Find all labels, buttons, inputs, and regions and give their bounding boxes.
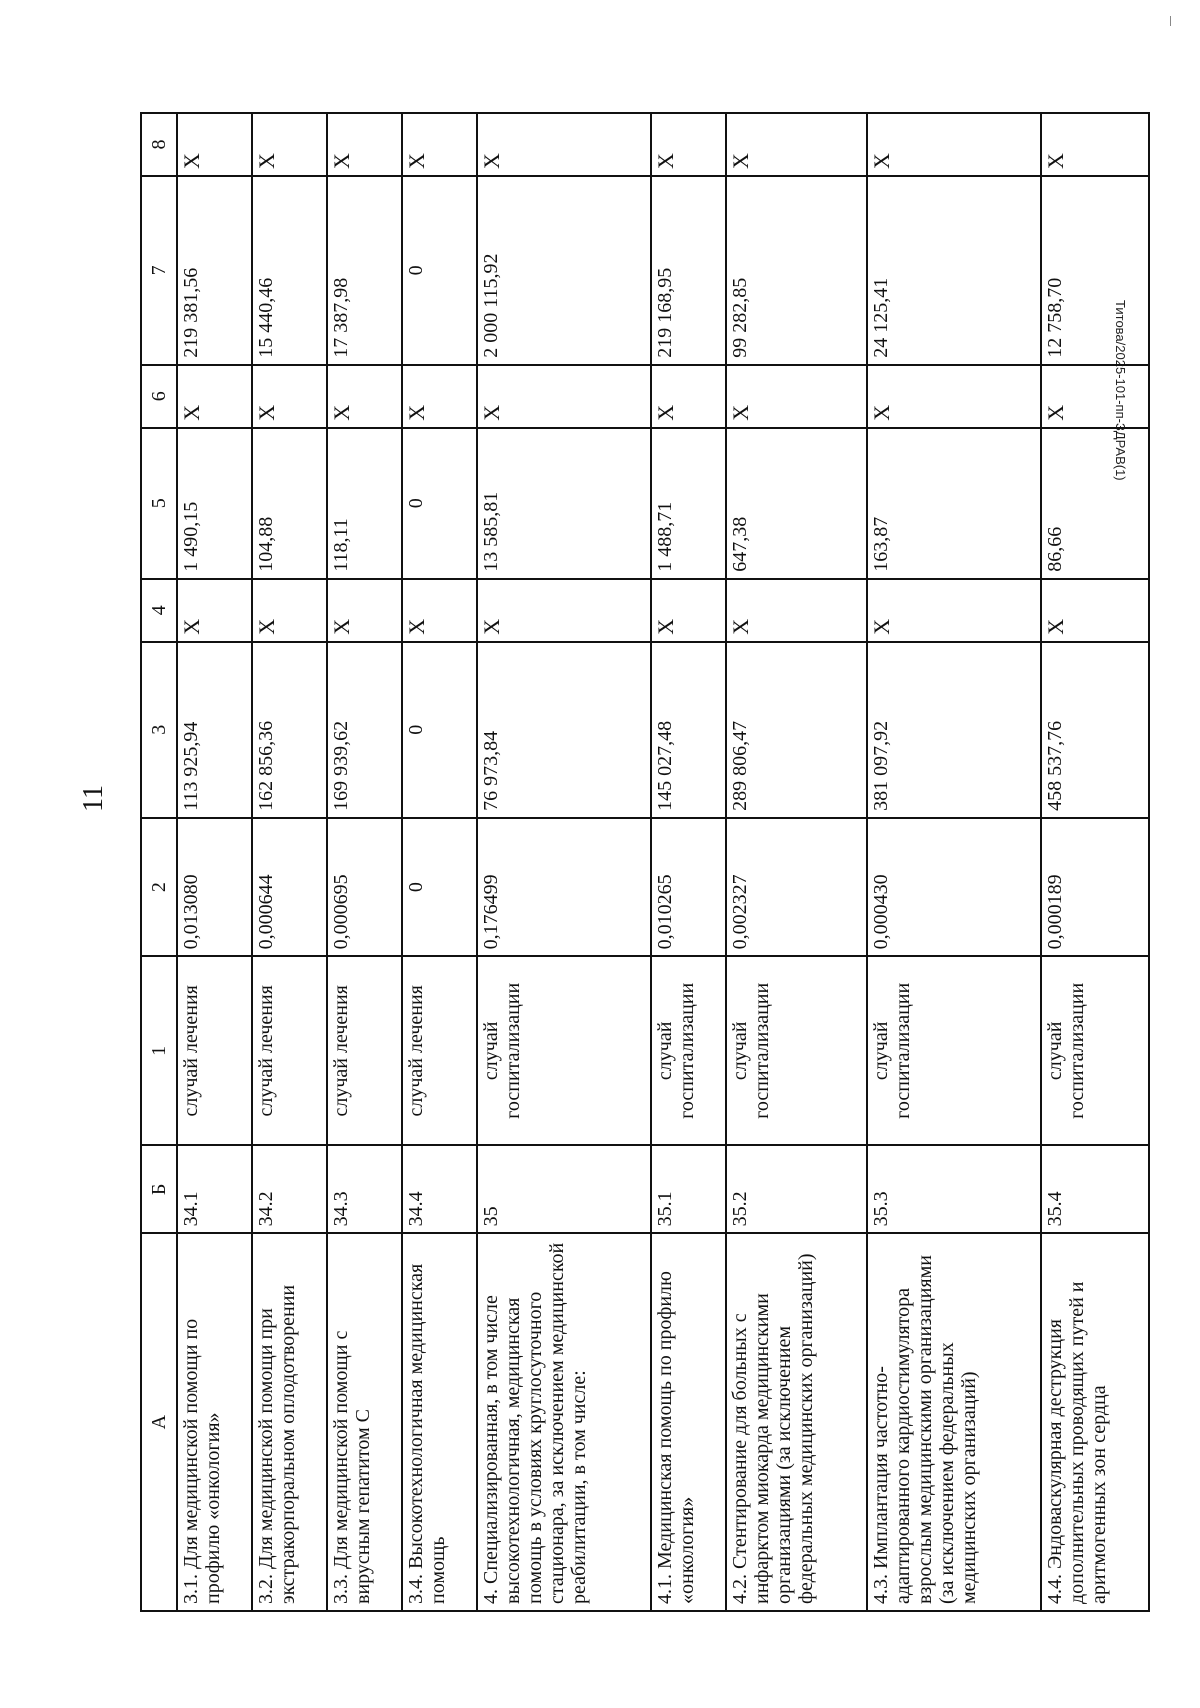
row-code: 35 xyxy=(477,1145,651,1233)
row-unit: случай лечения xyxy=(402,956,477,1145)
row-name: 4.4. Эндоваскулярная деструкция дополнительных проводящих путей и аритмогенных зон сердца xyxy=(1041,1233,1149,1611)
row-name: 3.3. Для медицинской помощи с вирусным гепатитом С xyxy=(327,1233,402,1611)
row-col-8: Х xyxy=(327,113,402,176)
row-col-4: Х xyxy=(651,579,726,642)
row-col-4: Х xyxy=(867,579,1041,642)
row-col-7: 99 282,85 xyxy=(726,176,867,365)
row-col-2: 0,000189 xyxy=(1041,818,1149,956)
row-col-2: 0,013080 xyxy=(177,818,252,956)
row-col-3: 169 939,62 xyxy=(327,642,402,818)
financing-table xyxy=(140,112,1150,1612)
row-col-2: 0,000695 xyxy=(327,818,402,956)
row-col-6: Х xyxy=(1041,365,1149,428)
row-col-8: Х xyxy=(726,113,867,176)
table-row xyxy=(252,113,327,1611)
row-col-4: Х xyxy=(252,579,327,642)
table-row xyxy=(327,113,402,1611)
row-col-7: 219 168,95 xyxy=(651,176,726,365)
row-col-2: 0,000644 xyxy=(252,818,327,956)
row-code: 34.4 xyxy=(402,1145,477,1233)
row-code: 35.4 xyxy=(1041,1145,1149,1233)
row-col-4: Х xyxy=(1041,579,1149,642)
row-col-3: 458 537,76 xyxy=(1041,642,1149,818)
rotated-table-container xyxy=(140,112,1150,1612)
row-name: 4. Специализированная, в том числе высокотехнологичная, медицинская помощь в условиях круглосуточного стационара, за исключением медицинской реабилитации, в том числе: xyxy=(477,1233,651,1611)
row-col-5: 86,66 xyxy=(1041,428,1149,579)
row-name: 3.2. Для медицинской помощи при экстракорпоральном оплодотворении xyxy=(252,1233,327,1611)
header-cell-4: 4 xyxy=(141,579,177,642)
row-col-6: Х xyxy=(402,365,477,428)
row-col-7: 12 758,70 xyxy=(1041,176,1149,365)
row-col-6: Х xyxy=(477,365,651,428)
row-col-2: 0 xyxy=(402,818,477,956)
row-col-8: Х xyxy=(402,113,477,176)
row-col-5: 647,38 xyxy=(726,428,867,579)
row-col-5: 1 490,15 xyxy=(177,428,252,579)
header-cell-6: 6 xyxy=(141,365,177,428)
row-col-3: 289 806,47 xyxy=(726,642,867,818)
table-row xyxy=(1041,113,1149,1611)
row-unit: случай госпитализации xyxy=(651,956,726,1145)
row-col-5: 118,11 xyxy=(327,428,402,579)
header-cell-3: 3 xyxy=(141,642,177,818)
row-col-4: Х xyxy=(477,579,651,642)
row-col-3: 76 973,84 xyxy=(477,642,651,818)
row-col-5: 13 585,81 xyxy=(477,428,651,579)
row-code: 35.2 xyxy=(726,1145,867,1233)
row-col-6: Х xyxy=(867,365,1041,428)
row-col-8: Х xyxy=(477,113,651,176)
row-col-7: 2 000 115,92 xyxy=(477,176,651,365)
row-code: 34.2 xyxy=(252,1145,327,1233)
row-col-8: Х xyxy=(1041,113,1149,176)
row-col-7: 17 387,98 xyxy=(327,176,402,365)
row-col-3: 0 xyxy=(402,642,477,818)
row-col-6: Х xyxy=(327,365,402,428)
row-name: 4.1. Медицинская помощь по профилю «онкология» xyxy=(651,1233,726,1611)
row-col-3: 162 856,36 xyxy=(252,642,327,818)
row-col-8: Х xyxy=(651,113,726,176)
row-code: 34.3 xyxy=(327,1145,402,1233)
header-cell-5: 5 xyxy=(141,428,177,579)
row-col-3: 113 925,94 xyxy=(177,642,252,818)
page-number: 11 xyxy=(78,785,109,812)
row-unit: случай лечения xyxy=(177,956,252,1145)
row-code: 34.1 xyxy=(177,1145,252,1233)
header-cell-a: А xyxy=(141,1233,177,1611)
row-col-2: 0,000430 xyxy=(867,818,1041,956)
row-col-3: 381 097,92 xyxy=(867,642,1041,818)
header-cell-1: 1 xyxy=(141,956,177,1145)
row-col-4: Х xyxy=(327,579,402,642)
row-name: 4.2. Стентирование для больных с инфарктом миокарда медицинскими организациями (за исключением федеральных медицинских организаций) xyxy=(726,1233,867,1611)
row-col-4: Х xyxy=(177,579,252,642)
table-row xyxy=(867,113,1041,1611)
row-col-4: Х xyxy=(726,579,867,642)
row-col-4: Х xyxy=(402,579,477,642)
row-col-2: 0,002327 xyxy=(726,818,867,956)
row-name: 4.3. Имплантация частотно-адаптированного кардиостимулятора взрослым медицинскими организациями (за исключением федеральных медицинских организаций) xyxy=(867,1233,1041,1611)
document-footer-id: Титова/2025-101-пп-ЗДРАВ(1) xyxy=(1113,300,1128,481)
row-col-7: 24 125,41 xyxy=(867,176,1041,365)
header-cell-8: 8 xyxy=(141,113,177,176)
row-col-7: 15 440,46 xyxy=(252,176,327,365)
table-header-row xyxy=(141,113,177,1611)
scan-edge-mark xyxy=(1170,16,1171,26)
row-col-2: 0,176499 xyxy=(477,818,651,956)
header-cell-7: 7 xyxy=(141,176,177,365)
row-code: 35.3 xyxy=(867,1145,1041,1233)
row-col-5: 104,88 xyxy=(252,428,327,579)
row-col-5: 0 xyxy=(402,428,477,579)
row-unit: случай госпитализации xyxy=(867,956,1041,1145)
row-col-5: 163,87 xyxy=(867,428,1041,579)
row-col-8: Х xyxy=(177,113,252,176)
table-row xyxy=(477,113,651,1611)
table-row xyxy=(651,113,726,1611)
row-col-6: Х xyxy=(177,365,252,428)
row-col-7: 219 381,56 xyxy=(177,176,252,365)
row-col-6: Х xyxy=(651,365,726,428)
row-unit: случай лечения xyxy=(327,956,402,1145)
row-name: 3.4. Высокотехнологичная медицинская помощь xyxy=(402,1233,477,1611)
row-col-6: Х xyxy=(726,365,867,428)
row-col-2: 0,010265 xyxy=(651,818,726,956)
table-row xyxy=(726,113,867,1611)
row-unit: случай госпитализации xyxy=(726,956,867,1145)
row-col-3: 145 027,48 xyxy=(651,642,726,818)
row-col-6: Х xyxy=(252,365,327,428)
row-col-8: Х xyxy=(252,113,327,176)
row-col-8: Х xyxy=(867,113,1041,176)
row-unit: случай госпитализации xyxy=(1041,956,1149,1145)
row-col-5: 1 488,71 xyxy=(651,428,726,579)
row-unit: случай госпитализации xyxy=(477,956,651,1145)
row-col-7: 0 xyxy=(402,176,477,365)
row-unit: случай лечения xyxy=(252,956,327,1145)
header-cell-2: 2 xyxy=(141,818,177,956)
header-cell-b: Б xyxy=(141,1145,177,1233)
table-row xyxy=(177,113,252,1611)
row-name: 3.1. Для медицинской помощи по профилю «онкология» xyxy=(177,1233,252,1611)
row-code: 35.1 xyxy=(651,1145,726,1233)
table-row xyxy=(402,113,477,1611)
